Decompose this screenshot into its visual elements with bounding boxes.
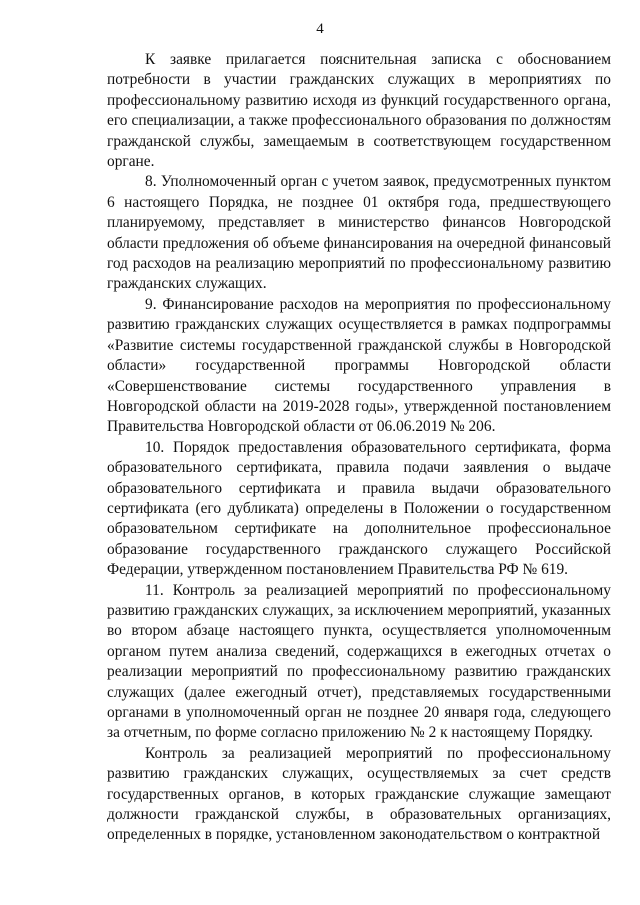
paragraph-control-continuation: Контроль за реализацией мероприятий по профессиональному развитию гражданских служащих, осуществляемых за счет средств государственных органов, в которых гражданские служащие замещают должности гражданской службы, в образовательных организациях, определенных в порядке, установленном законодательством о контрактной [107,744,611,844]
paragraph-item-8: 8. Уполномоченный орган с учетом заявок, предусмотренных пунктом 6 настоящего Порядка, не позднее 01 октября года, предшествующего планируемому, представляет в министерство финансов Новгородской области предложения об объеме финансирования на очередной финансовый год расходов на реализацию мероприятий по профессиональному развитию гражданских служащих. [107,173,611,293]
paragraph-item-9: 9. Финансирование расходов на мероприятия по профессиональному развитию гражданских служащих осуществляется в рамках подпрограммы «Развитие системы государственной гражданской службы в Новгородской области» государственной программы Новгородской области «Совершенствование системы государственного управления в Новгородской области на 2019-2028 годы», утвержденной постановлением Правительства Новгородской области от 06.06.2019 № 206. [107,295,611,436]
document-body [107,50,611,846]
paragraph-item-10: 10. Порядок предоставления образовательного сертификата, форма образовательного сертификата, правила подачи заявления о выдаче образовательного сертификата и правила выдачи образовательного сертификата (его дубликата) определены в Положении о государственном образовательном сертификате на дополнительное профессиональное образование государственного гражданского служащего Российской Федерации, утвержденном постановлением Правительства РФ № 619. [107,438,611,579]
paragraph-application-note: К заявке прилагается пояснительная записка с обоснованием потребности в участии гражданских служащих в мероприятиях по профессиональному развитию исходя из функций государственного органа, его специализации, а также профессионального образования по должностям гражданской службы, замещаемым в соответствующем государственном органе. [107,51,611,171]
paragraph-item-11: 11. Контроль за реализацией мероприятий по профессиональному развитию гражданских служащих, за исключением мероприятий, указанных во втором абзаце настоящего пункта, осуществляется уполномоченным органом путем анализа сведений, содержащихся в ежегодных отчетах о реализации мероприятий по профессиональному развитию гражданских служащих (далее ежегодный отчет), представляемых государственными органами в уполномоченный орган не позднее 20 января года, следующего за отчетным, по форме согласно приложению № 2 к настоящему Порядку. [107,581,611,742]
page-number: 4 [316,21,324,37]
